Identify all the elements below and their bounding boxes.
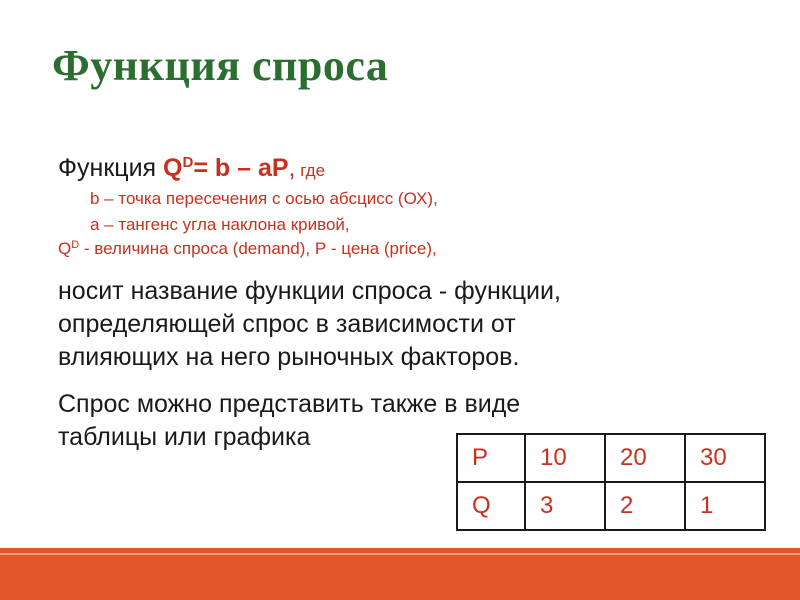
- paragraph-line: таблицы или графика: [58, 423, 311, 451]
- table-cell: 2: [605, 482, 685, 530]
- table-cell: 10: [525, 434, 605, 482]
- demand-table: [456, 433, 766, 531]
- formula-q-superscript: D: [182, 154, 194, 171]
- footer-bar: [0, 548, 800, 600]
- paragraph-line: определяющей спрос в зависимости от: [58, 310, 516, 338]
- table-cell: Q: [457, 482, 525, 530]
- slide-title: Функция спроса: [52, 41, 389, 90]
- paragraph-line: влияющих на него рыночных факторов.: [58, 343, 520, 371]
- table-row-quantity: [457, 482, 765, 530]
- paragraph-line: Спрос можно представить также в виде: [58, 390, 521, 418]
- table-cell: 30: [685, 434, 765, 482]
- paragraph-definition: [58, 275, 561, 374]
- paragraph-line: носит название функции спроса - функции,: [58, 277, 561, 305]
- formula-prefix: Функция: [58, 154, 164, 182]
- definition-a: а – тангенс угла наклона кривой,: [90, 215, 350, 234]
- footer-stripe: [0, 553, 800, 555]
- table-row-price: [457, 434, 765, 482]
- formula-expression: = b – aP: [193, 154, 289, 182]
- demand-formula: [58, 154, 325, 183]
- definition-qd-superscript: D: [71, 239, 80, 251]
- table-cell: 3: [525, 482, 605, 530]
- formula-q: $Q^D$: [163, 154, 194, 182]
- table-cell: P: [457, 434, 525, 482]
- formula-where: где: [295, 161, 326, 180]
- paragraph-representation: [58, 388, 520, 454]
- formula-comma: ,: [288, 154, 296, 182]
- definition-qd: $Q^D$ - величина спроса (demand), Р - цена (price),: [58, 239, 437, 258]
- definition-b: b – точка пересечения с осью абсцисс (ОХ),: [90, 189, 438, 208]
- table-cell: 20: [605, 434, 685, 482]
- table-cell: 1: [685, 482, 765, 530]
